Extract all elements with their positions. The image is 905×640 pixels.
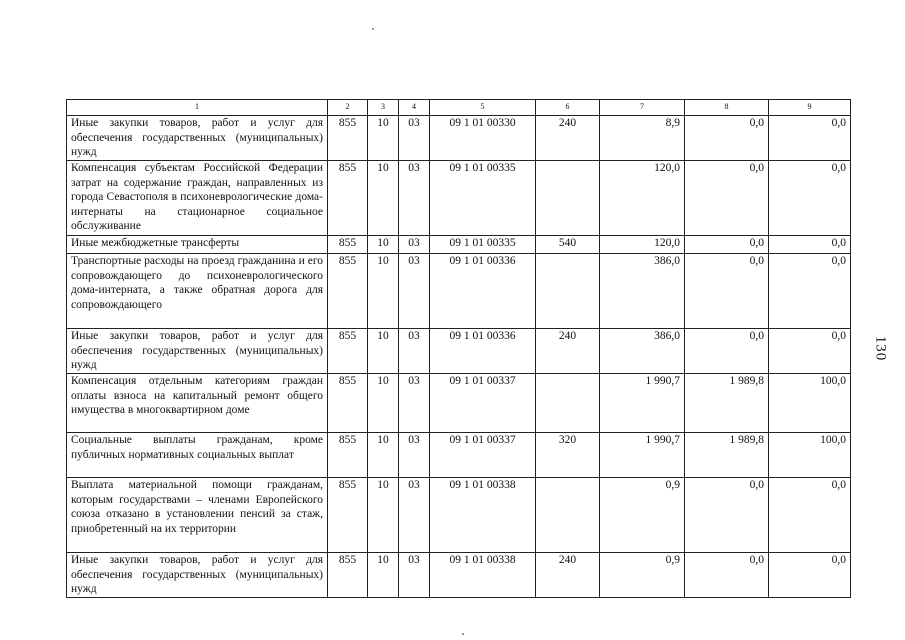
cell-c2: 855: [328, 161, 368, 236]
cell-c3: 10: [368, 329, 399, 374]
cell-c5: 09 1 01 00335: [430, 236, 536, 254]
cell-c6: [536, 161, 600, 236]
cell-c8: 0,0: [685, 478, 769, 553]
table-row: [67, 478, 851, 553]
item-name: Иные межбюджетные трансферты: [67, 236, 328, 254]
cell-c7: 1 990,7: [600, 433, 685, 478]
scan-speck: [372, 28, 374, 30]
cell-c3: 10: [368, 433, 399, 478]
column-header: 7: [600, 100, 685, 116]
cell-c8: 0,0: [685, 553, 769, 598]
table-row: [67, 553, 851, 598]
table-row: [67, 374, 851, 433]
cell-c9: 0,0: [769, 478, 851, 553]
cell-c2: 855: [328, 553, 368, 598]
cell-c4: 03: [399, 433, 430, 478]
cell-c9: 0,0: [769, 254, 851, 329]
cell-c7: 120,0: [600, 236, 685, 254]
cell-c5: 09 1 01 00336: [430, 254, 536, 329]
cell-c8: 0,0: [685, 329, 769, 374]
cell-c4: 03: [399, 116, 430, 161]
cell-c2: 855: [328, 478, 368, 553]
table-row: [67, 236, 851, 254]
table-row: [67, 116, 851, 161]
cell-c7: 386,0: [600, 254, 685, 329]
column-header: 9: [769, 100, 851, 116]
cell-c8: 1 989,8: [685, 374, 769, 433]
item-name: Компенсация отдельным категориям граждан оплаты взноса на капитальный ремонт общего имущества в многоквартирном доме: [67, 374, 328, 433]
column-header: 5: [430, 100, 536, 116]
cell-c3: 10: [368, 374, 399, 433]
cell-c7: 8,9: [600, 116, 685, 161]
column-header: 3: [368, 100, 399, 116]
cell-c3: 10: [368, 478, 399, 553]
cell-c9: 100,0: [769, 433, 851, 478]
cell-c5: 09 1 01 00338: [430, 553, 536, 598]
cell-c2: 855: [328, 116, 368, 161]
cell-c2: 855: [328, 433, 368, 478]
cell-c3: 10: [368, 161, 399, 236]
cell-c2: 855: [328, 329, 368, 374]
item-name: Иные закупки товаров, работ и услуг для обеспечения государственных (муниципальных) нужд: [67, 329, 328, 374]
cell-c5: 09 1 01 00330: [430, 116, 536, 161]
cell-c7: 386,0: [600, 329, 685, 374]
cell-c6: 240: [536, 553, 600, 598]
cell-c5: 09 1 01 00337: [430, 374, 536, 433]
cell-c8: 0,0: [685, 116, 769, 161]
cell-c8: 0,0: [685, 254, 769, 329]
cell-c6: 540: [536, 236, 600, 254]
cell-c3: 10: [368, 116, 399, 161]
column-number-row: [67, 100, 851, 116]
item-name: Иные закупки товаров, работ и услуг для обеспечения государственных (муниципальных) нужд: [67, 553, 328, 598]
item-name: Социальные выплаты гражданам, кроме публичных нормативных социальных выплат: [67, 433, 328, 478]
cell-c7: 120,0: [600, 161, 685, 236]
cell-c6: [536, 254, 600, 329]
budget-table: [66, 99, 851, 598]
cell-c4: 03: [399, 374, 430, 433]
item-name: Выплата материальной помощи гражданам, которым государствами – членами Европейского союза отказано в установлении пенсий за стаж, приобретенный на их территории: [67, 478, 328, 553]
cell-c5: 09 1 01 00336: [430, 329, 536, 374]
item-name: Иные закупки товаров, работ и услуг для обеспечения государственных (муниципальных) нужд: [67, 116, 328, 161]
cell-c9: 0,0: [769, 236, 851, 254]
cell-c3: 10: [368, 254, 399, 329]
cell-c9: 0,0: [769, 116, 851, 161]
cell-c6: [536, 374, 600, 433]
cell-c8: 0,0: [685, 161, 769, 236]
cell-c4: 03: [399, 254, 430, 329]
cell-c3: 10: [368, 553, 399, 598]
column-header: 8: [685, 100, 769, 116]
cell-c4: 03: [399, 478, 430, 553]
item-name: Транспортные расходы на проезд гражданина и его сопровождающего до психоневрологического дома-интерната, а также обратная дорога для сопровождающего: [67, 254, 328, 329]
cell-c6: [536, 478, 600, 553]
cell-c6: 320: [536, 433, 600, 478]
cell-c2: 855: [328, 374, 368, 433]
cell-c7: 1 990,7: [600, 374, 685, 433]
cell-c4: 03: [399, 236, 430, 254]
column-header: 1: [67, 100, 328, 116]
table-row: [67, 329, 851, 374]
cell-c9: 0,0: [769, 161, 851, 236]
column-header: 6: [536, 100, 600, 116]
cell-c3: 10: [368, 236, 399, 254]
cell-c5: 09 1 01 00338: [430, 478, 536, 553]
page-number: 130: [872, 335, 889, 362]
cell-c4: 03: [399, 553, 430, 598]
cell-c6: 240: [536, 116, 600, 161]
cell-c8: 1 989,8: [685, 433, 769, 478]
cell-c7: 0,9: [600, 553, 685, 598]
cell-c8: 0,0: [685, 236, 769, 254]
cell-c7: 0,9: [600, 478, 685, 553]
column-header: 4: [399, 100, 430, 116]
cell-c9: 0,0: [769, 553, 851, 598]
table-row: [67, 254, 851, 329]
cell-c6: 240: [536, 329, 600, 374]
cell-c9: 0,0: [769, 329, 851, 374]
scan-speck: [462, 633, 464, 635]
cell-c2: 855: [328, 254, 368, 329]
cell-c5: 09 1 01 00337: [430, 433, 536, 478]
item-name: Компенсация субъектам Российской Федерации затрат на содержание граждан, направленных из города Севастополя в психоневрологические дома-интернаты на стационарное социальное обслуживание: [67, 161, 328, 236]
column-header: 2: [328, 100, 368, 116]
cell-c9: 100,0: [769, 374, 851, 433]
cell-c5: 09 1 01 00335: [430, 161, 536, 236]
cell-c2: 855: [328, 236, 368, 254]
table-row: [67, 433, 851, 478]
table-row: [67, 161, 851, 236]
cell-c4: 03: [399, 329, 430, 374]
cell-c4: 03: [399, 161, 430, 236]
